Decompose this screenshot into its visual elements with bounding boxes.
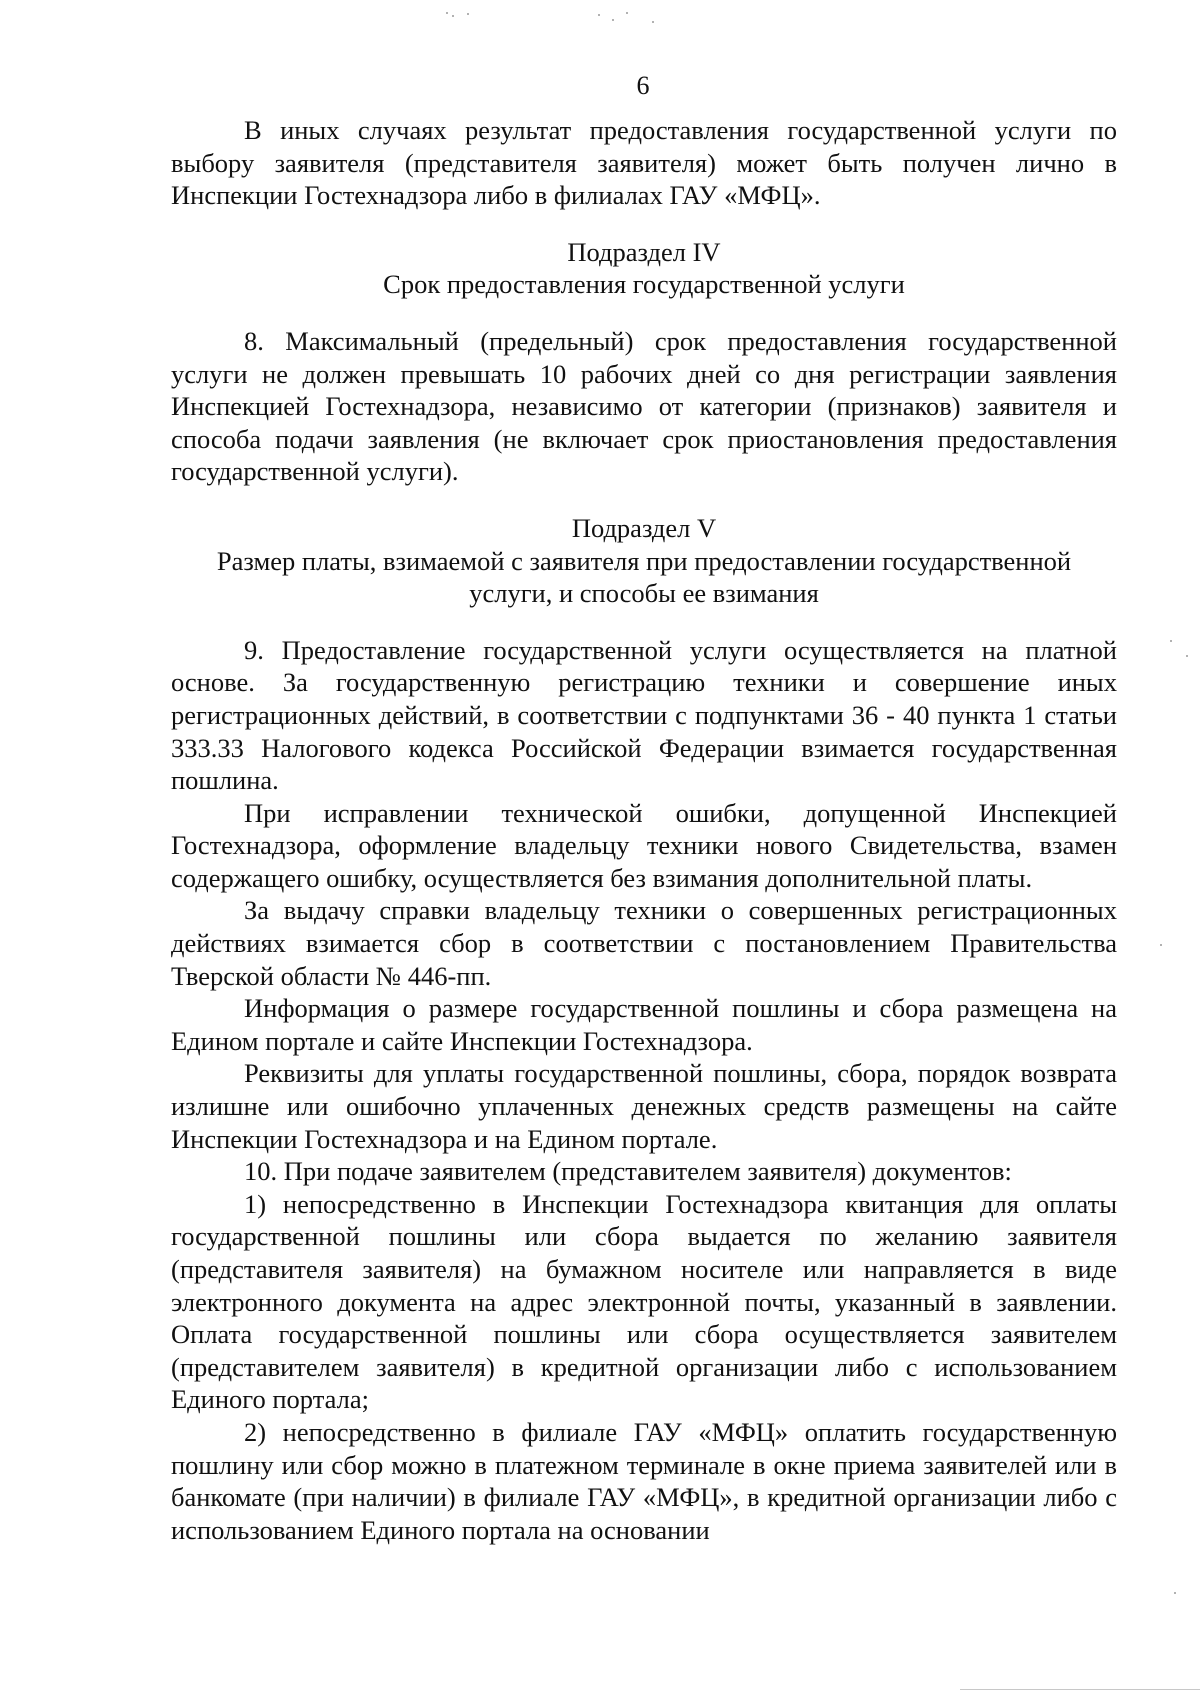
paragraph-certificate-fee: За выдачу справки владельцу техники о совершенных регистрационных действиях взимается сбор в соответствии с постановлением Правительства Тверской области № 446-пп. — [171, 895, 1117, 991]
scan-speck — [598, 14, 600, 16]
scan-speck — [1186, 655, 1188, 657]
paragraph-technical-error: При исправлении технической ошибки, допущенной Инспекцией Гостехнадзора, оформление владельцу техники нового Свидетельства, взамен содержащего ошибку, осуществляется без взимания дополнительной платы. — [171, 797, 1117, 893]
scan-speck — [467, 13, 469, 15]
scan-speck — [446, 12, 448, 14]
page-number: 6 — [636, 71, 650, 100]
paragraph-item-10-2: 2) непосредственно в филиале ГАУ «МФЦ» оплатить государственную пошлину или сбор можно в платежном терминале в окне приема заявителей или в банкомате (при наличии) в филиале ГАУ «МФЦ», в кредитной организации либо с использованием Единого портала на основании — [171, 1416, 1117, 1545]
subsection-5-subtitle-line-2: услуги, и способы ее взимания — [469, 578, 819, 609]
paragraph-payment-details: Реквизиты для уплаты государственной пошлины, сбора, порядок возврата излишне или ошибочно уплаченных денежных средств размещены на сайте Инспекции Гостехнадзора и на Едином портале. — [171, 1058, 1117, 1154]
scan-speck — [612, 19, 614, 21]
paragraph-item-10-1: 1) непосредственно в Инспекции Гостехнадзора квитанция для оплаты государственной пошлины или сбора выдается по желанию заявителя (представителя заявителя) на бумажном носителе или направляется в виде электронного документа на адрес электронной почты, указанный в заявлении. Оплата государственной пошлины или сбора осуществляется заявителем (представителем заявителя) в кредитной организации либо с использованием Единого портала; — [171, 1188, 1117, 1415]
scan-speck — [652, 21, 654, 23]
scan-speck — [1174, 1592, 1176, 1594]
scan-speck — [626, 12, 628, 14]
subsection-4-subtitle: Срок предоставления государственной услуги — [383, 269, 905, 300]
subsection-4-heading — [171, 236, 1117, 301]
scan-speck — [1160, 944, 1162, 946]
scan-speck — [452, 15, 454, 17]
subsection-4-title: Подраздел IV — [567, 236, 721, 267]
paragraph-result-other-cases: В иных случаях результат предоставления государственной услуги по выбору заявителя (представителя заявителя) может быть получен лично в Инспекции Гостехнадзора либо в филиалах ГАУ «МФЦ». — [171, 115, 1117, 211]
scan-edge-line — [960, 1689, 1200, 1690]
subsection-5-subtitle-line-1: Размер платы, взимаемой с заявителя при предоставлении государственной — [216, 545, 1072, 576]
paragraph-item-9: 9. Предоставление государственной услуги осуществляется на платной основе. За государственную регистрацию техники и совершение иных регистрационных действий, в соответствии с подпунктами 36 - 40 пункта 1 статьи 333.33 Налогового кодекса Российской Федерации взимается государственная пошлина. — [171, 634, 1117, 796]
subsection-5-heading — [171, 512, 1117, 610]
paragraph-item-8: 8. Максимальный (предельный) срок предоставления государственной услуги не должен превышать 10 рабочих дней со дня регистрации заявления Инспекцией Гостехнадзора, независимо от категории (признаков) заявителя и способа подачи заявления (не включает срок приостановления предоставления государственной услуги). — [171, 325, 1117, 487]
scan-speck — [1170, 640, 1172, 642]
subsection-5-title: Подраздел V — [571, 512, 717, 543]
paragraph-fee-information: Информация о размере государственной пошлины и сбора размещена на Едином портале и сайте Инспекции Гостехнадзора. — [171, 993, 1117, 1056]
paragraph-item-10: 10. При подаче заявителем (представителем заявителя) документов: — [244, 1156, 1012, 1187]
document-body — [171, 114, 1117, 1546]
